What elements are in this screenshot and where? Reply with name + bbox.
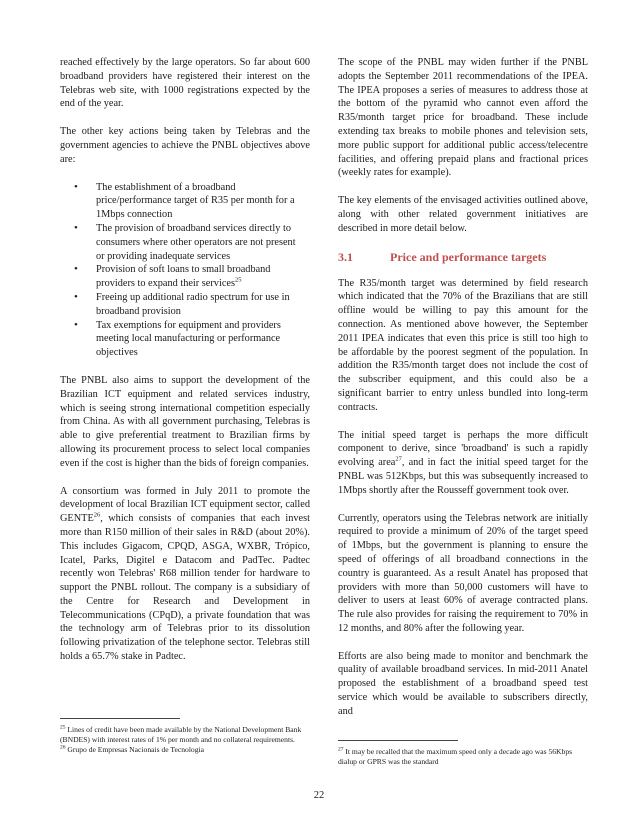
bullet-list — [60, 181, 310, 360]
paragraph: Currently, operators using the Telebras network are initially required to provide a minimum of 20% of the target speed of 1Mbps, but the government is planning to ensure the speed of offerings of all broadband connections in the country is guaranteed. As a result Anatel has proposed that providers with more than 50,000 customers will have to deliver to users at least 60% of average contracted plans. The rule also provides for raising the requirement to 70% in 12 months, and 80% after the following year. — [338, 512, 588, 634]
paragraph: The R35/month target was determined by field research which indicated that the 70% of the Brazilians that are still offline would be willing to pay this amount for the connection. As mentioned above however, the September 2011 IPEA indicates that even this price is still too high to be affordable by the poorest segment of the population. In addition the R35/month target does not include the cost of the subscriber equipment, and this could also be a significant barrier to entry unless bundled into long-term contracts. — [338, 277, 588, 413]
right-column — [338, 56, 588, 733]
footnotes-left — [60, 718, 310, 756]
paragraph: The PNBL also aims to support the development of the Brazilian ICT equipment and related services industry, which is seeing strong international competition especially from China. As with all government purchasing, Telebras is able to give preferential treatment to Brazilian firms by allowing its procurement process to select local companies even if the cost is higher than the bids of foreign companies. — [60, 374, 310, 469]
paragraph: The key elements of the envisaged activities outlined above, along with other related government initiatives are described in more detail below. — [338, 195, 588, 234]
footnote-ref[interactable]: 27 — [395, 455, 402, 463]
paragraph: A consortium was formed in July 2011 to promote the development of local Brazilian ICT equipment sector, called GENTE$^{26}$, which consists of companies that each invest more than R150 million of their sales in R&D (about 20%). This includes Gigacom, CPQD, ASGA, WXBR, Trópico, Icatel, Parks, Digitel e Datacom and PadTec. Padtec recently won Telebras' R68 million tender for hardware to support the PNBL rollout. The company is a subsidiary of the Centre for Research and Development in Telecommunications (CPqD), a private foundation that was the technology arm of Telebras prior to its dissolution following privatization of the telephone sector. Telebras still holds a 65.7% stake in Padtec. — [60, 485, 310, 663]
bullet-item: • Freeing up additional radio spectrum for use in broadband provision — [96, 291, 310, 319]
footnote: $^{26}$ Grupo de Empresas Nacionais de Tecnologia — [60, 744, 205, 755]
bullet-item: • Tax exemptions for equipment and providers meeting local manufacturing or performance objectives — [96, 319, 310, 360]
footnote-ref[interactable]: 26 — [93, 511, 101, 519]
page-number: 22 — [313, 790, 325, 801]
section-title: Price and performance targets — [390, 249, 547, 264]
footnotes-right — [338, 740, 588, 767]
paragraph: The initial speed target is perhaps the more difficult component to derive, since 'broadband' is such a rapidly evolving area$^{27}$, and in fact the initial speed target for the PNBL was 512Kbps, but this was subsequently increased to 1Mbps shortly after the Rousseff government took over. — [338, 429, 589, 496]
footnote-divider — [338, 740, 458, 741]
footnote: $^{25}$ Lines of credit have been made available by the National Development Bank (BNDES) with interest rates of 1% per month and no collateral requirements. — [60, 724, 302, 745]
left-column — [60, 56, 310, 678]
footnote: $^{27}$ It may be recalled that the maximum speed only a decade ago was 56Kbps dialup or GPRS was the standard — [338, 746, 573, 767]
section-heading — [338, 250, 588, 265]
paragraph: Efforts are also being made to monitor and benchmark the quality of available broadband services. In mid-2011 Anatel proposed the establishment of a broadband speed test service which would be available to subscribers directly, and — [338, 650, 588, 717]
bullet-item: • Provision of soft loans to small broadband providers to expand their services$^{25}$ — [96, 263, 310, 291]
section-number: 3.1 — [338, 249, 353, 264]
bullet-item: • The provision of broadband services directly to consumers where other operators are not present or providing inadequate services — [96, 222, 310, 263]
paragraph: reached effectively by the large operators. So far about 600 broadband providers have registered their interest on the Telebras web site, with 1000 registrations expected by the end of the year. — [60, 57, 310, 110]
paragraph: The scope of the PNBL may widen further if the PNBL adopts the September 2011 recommendations of the IPEA. The IPEA proposes a series of measures to address those at the bottom of the pyramid who cannot even afford the R35/month target price for broadband. These include extending tax breaks to mobile phones and television sets, more public support for additional public access/telecentre facilities, and offering prepaid plans and fractional prices (weekly rates for example). — [338, 57, 588, 179]
footnote-divider — [60, 718, 180, 719]
footnote-ref[interactable]: 25 — [234, 276, 242, 284]
bullet-item: • The establishment of a broadband price/performance target of R35 per month for a 1Mbps connection — [96, 181, 310, 222]
paragraph: The other key actions being taken by Telebras and the government agencies to achieve the PNBL objectives above are: — [60, 126, 310, 165]
